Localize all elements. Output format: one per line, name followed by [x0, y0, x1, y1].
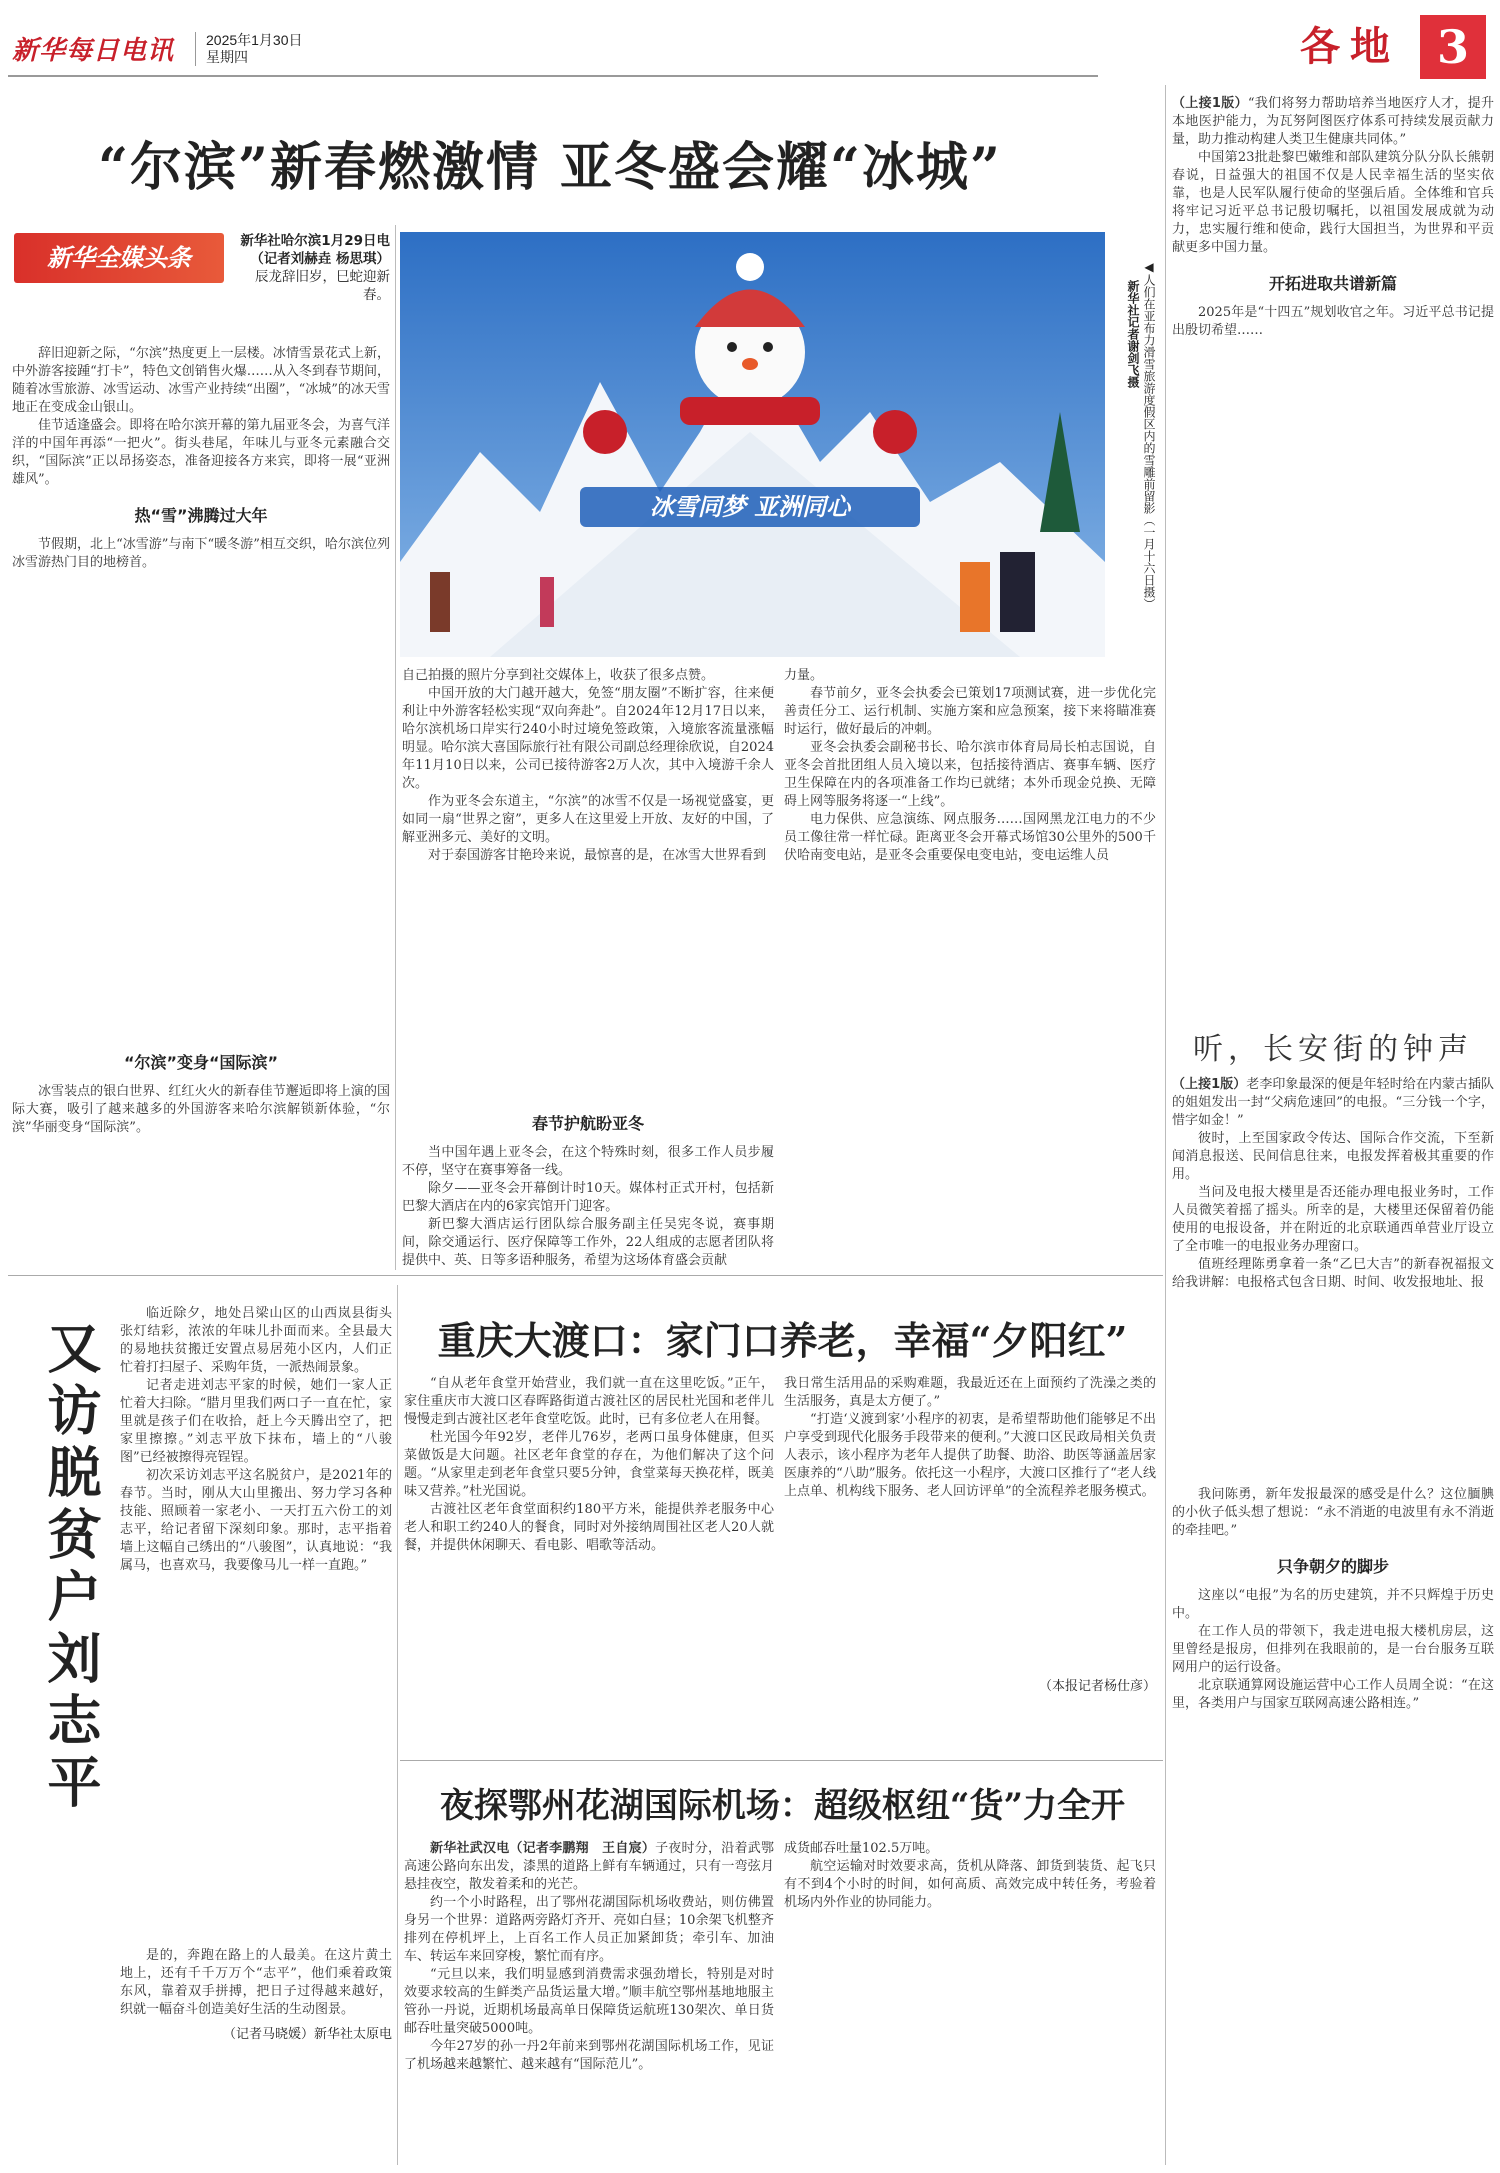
continued-label: （上接1版） — [1172, 96, 1248, 111]
paragraph: 春节前夕，亚冬会执委会已策划17项测试赛，进一步优化完善责任分工、运行机制、实施方案和应急预案，接下来将瞄准赛时运行，做好最后的冲刺。 — [784, 686, 1156, 737]
ezhou-headline: 夜探鄂州花湖国际机场：超级枢纽“货”力全开 — [439, 1786, 1126, 1826]
subheading: 只争朝夕的脚步 — [1276, 1557, 1389, 1576]
paragraph: 这座以“电报”为名的历史建筑，并不只辉煌于历史中。 — [1172, 1588, 1494, 1621]
paragraph: 我问陈勇，新年发报最深的感受是什么？这位腼腆的小伙子低头想了想说：“永不消逝的电波里有永不消逝的牵挂吧。” — [1172, 1487, 1494, 1538]
paragraph: 今年27岁的孙一丹2年前来到鄂州花湖国际机场工作，见证了机场越来越繁忙、越来越有“国际范儿”。 — [404, 2039, 774, 2072]
lead-middle-column — [402, 667, 774, 1267]
section-divider — [8, 1275, 1163, 1276]
dateline-source: 新华社武汉电（记者李鹏翔 王自宸） — [430, 1841, 656, 1856]
dateline-source: 新华社哈尔滨1月29日电（记者刘赫垚 杨思琪） — [240, 233, 390, 267]
paragraph: 航空运输对时效要求高，货机从降落、卸货到装货、起飞只有不到4个小时的时间，如何高质、高效完成中转任务，考验着机场内外作业的协同能力。 — [784, 1859, 1156, 1910]
subheading: 热“雪”沸腾过大年 — [134, 506, 268, 525]
paragraph: 力量。 — [784, 668, 824, 683]
chongqing-left-column — [404, 1375, 774, 1755]
paragraph: 亚冬会执委会副秘书长、哈尔滨市体育局局长柏志国说，自亚冬会首批团组人员入境以来，包括接待酒店、赛事车辆、医疗卫生保障在内的各项准备工作均已就绪；本外币现金兑换、无障碍上网等服务将逐一“上线”。 — [784, 740, 1156, 809]
paragraph: 在工作人员的带领下，我走进电报大楼机房层，这里曾经是报房，但排列在我眼前的，是一台台服务互联网用户的运行设备。 — [1172, 1624, 1494, 1675]
paragraph: 老李印象最深的便是年轻时给在内蒙古插队的姐姐发出一封“父病危速回”的电报。“三分钱一个字，惜字如金！” — [1172, 1077, 1494, 1128]
chongqing-headline: 重庆大渡口：家门口养老，幸福“夕阳红” — [437, 1318, 1128, 1363]
telegraph-headline: 听，长安街的钟声 — [1193, 1032, 1473, 1067]
chongqing-right-column — [784, 1375, 1156, 1755]
paragraph: 冰雪装点的银白世界、红红火火的新春佳节邂逅即将上演的国际大赛，吸引了越来越多的外国游客来哈尔滨解锁新体验，“尔滨”华丽变身“国际滨”。 — [12, 1084, 390, 1135]
paragraph: 子夜时分，沿着武鄂高速公路向东出发，漆黑的道路上鲜有车辆通过，只有一弯弦月悬挂夜空，散发着柔和的光芒。 — [404, 1841, 774, 1892]
paragraph: 自己拍摄的照片分享到社交媒体上，收获了很多点赞。 — [402, 668, 715, 683]
paragraph: 初次采访刘志平这名脱贫户，是2021年的春节。当时，刚从大山里搬出、努力学习各种技能、照顾着一家老小、一天打五六份工的刘志平，给记者留下深刻印象。那时，志平指着墙上这幅自己绣出的“八骏图”，认真地说：“我属马，也喜欢马，我要像马儿一样一直跑。” — [120, 1468, 392, 1573]
date-text: 2025年1月30日 — [206, 32, 303, 48]
paragraph: 是的，奔跑在路上的人最美。在这片黄土地上，还有千千万万个“志平”，他们乘着政策东风，靠着双手拼搏，把日子过得越来越好，织就一幅奋斗创造美好生活的生动图景。 — [120, 1948, 392, 2017]
paragraph: 北京联通算网设施运营中心工作人员周全说：“在这里，各类用户与国家互联网高速公路相连。” — [1172, 1678, 1494, 1711]
photo-banner-text: 冰雪同梦 亚洲同心 — [649, 492, 851, 521]
lead-left-column — [12, 345, 390, 1270]
paragraph: 对于泰国游客甘艳玲来说，最惊喜的是，在冰雪大世界看到 — [428, 848, 767, 863]
issue-date — [195, 32, 303, 66]
masthead-rule — [8, 75, 1098, 77]
paragraph: 彼时，上至国家政令传达、国际合作交流，下至新闻消息报送、民间信息往来，电报发挥着极其重要的作用。 — [1172, 1131, 1494, 1182]
paragraph: 当问及电报大楼里是否还能办理电报业务时，工作人员微笑着摇了摇头。所幸的是，大楼里还保留着仍能使用的电报设备，并在附近的北京联通西单营业厅设立了全市唯一的电报业务办理窗口。 — [1172, 1185, 1494, 1254]
paragraph: 杜光国今年92岁，老伴儿76岁，老两口虽身体健康，但买菜做饭是大问题。社区老年食堂的存在，为他们解决了这个问题。“从家里走到老年食堂只要5分钟，食堂菜每天换花样，既美味又营养。”杜光国说。 — [404, 1430, 774, 1499]
paragraph: 节假期，北上“冰雪游”与南下“暖冬游”相互交织，哈尔滨位列冰雪游热门目的地榜首。 — [12, 537, 390, 570]
paragraph: 2025年是“十四五”规划收官之年。习近平总书记提出殷切希望…… — [1172, 305, 1494, 338]
paragraph: 古渡社区老年食堂面积约180平方米，能提供养老服务中心老人和职工约240人的餐食，同时对外接纳周围社区老人20人就餐，并提供休闲聊天、看电影、唱歌等活动。 — [404, 1502, 774, 1553]
subheading: 开拓进取共谱新篇 — [1268, 274, 1397, 293]
paragraph: 除夕——亚冬会开幕倒计时10天。媒体村正式开村，包括新巴黎大酒店在内的6家宾馆开门迎客。 — [402, 1181, 774, 1214]
column-rule — [397, 1285, 398, 2165]
caption-text: ◀人们在亚布力滑雪旅游度假区内的雪雕前留影（一月十六日摄） — [1142, 260, 1156, 610]
lead-right-column — [784, 667, 1156, 1267]
ezhou-right-column — [784, 1840, 1156, 2170]
snow-sculpture-photo — [400, 232, 1105, 657]
page-number: 3 — [1420, 15, 1486, 79]
paragraph: 新巴黎大酒店运行团队综合服务副主任吴宪冬说，赛事期间，除交通运行、医疗保障等工作外，22人组成的志愿者团队将提供中、英、日等多语种服务，希望为这场体育盛会贡献 — [402, 1217, 774, 1267]
byline: （本报记者杨仕彦） — [1038, 1679, 1156, 1694]
paragraph: 约一个小时路程，出了鄂州花湖国际机场收费站，则仿佛置身另一个世界：道路两旁路灯齐开、亮如白昼；10余架飞机整齐排列在停机坪上，上百名工作人员正加紧卸货；牵引车、加油车、转运车来回穿梭，繁忙而有序。 — [404, 1895, 774, 1964]
paragraph: 我日常生活用品的采购难题，我最近还在上面预约了洗澡之类的生活服务，真是太方便了。” — [784, 1376, 1156, 1409]
paragraph: 作为亚冬会东道主，“尔滨”的冰雪不仅是一场视觉盛宴，更如同一扇“世界之窗”，更多人在这里爱上开放、友好的中国，了解亚洲多元、美好的文明。 — [402, 794, 774, 845]
lead-headline: “尔滨”新春燃激情 亚冬盛会耀“冰城” — [98, 137, 1002, 198]
paragraph: “自从老年食堂开始营业，我们就一直在这里吃饭。”正午，家住重庆市大渡口区春晖路街道古渡社区的居民杜光国和老伴儿慢慢走到古渡社区老年食堂吃饭。此时，已有多位老人在用餐。 — [404, 1376, 774, 1427]
photo-credit: 新华社记者谢剑飞摄 — [1126, 280, 1140, 388]
continued-label: （上接1版） — [1172, 1077, 1247, 1092]
paragraph: 成货邮吞吐量102.5万吨。 — [784, 1841, 939, 1856]
newspaper-logo: 新华每日电讯 — [12, 36, 175, 66]
section-name: 各地 — [1300, 23, 1400, 70]
paragraph: 记者走进刘志平家的时候，她们一家人正忙着大扫除。“腊月里我们两口子一直在忙，家里就是孩子们在收拾，赶上今天腾出空了，把家里擦擦。”刘志平放下抹布，墙上的“八骏图”已经被擦得亮锃锃。 — [120, 1378, 392, 1465]
paragraph: “我们将努力帮助培养当地医疗人才，提升本地医护能力，为瓦努阿图医疗体系可持续发展贡献力量，助力推动构建人类卫生健康共同体。” — [1172, 96, 1494, 147]
xinhua-headline-badge: 新华全媒头条 — [14, 233, 224, 283]
subheading: “尔滨”变身“国际滨” — [123, 1053, 279, 1072]
paragraph: 当中国年遇上亚冬会，在这个特殊时刻，很多工作人员步履不停，坚守在赛事筹备一线。 — [402, 1145, 774, 1178]
liuzhiping-article — [120, 1305, 392, 2165]
weekday-text: 星期四 — [206, 49, 248, 65]
paragraph: 值班经理陈勇拿着一条“乙巳大吉”的新春祝福报文给我讲解：电报格式包含日期、时间、收发报地址、报 — [1172, 1257, 1494, 1290]
paragraph: “元旦以来，我们明显感到消费需求强劲增长，特别是对时效要求较高的生鲜类产品货运量大增。”顺丰航空鄂州基地地服主管孙一丹说，近期机场最高单日保障货运航班130架次、单日货邮吞吐量突破5000吨。 — [404, 1967, 774, 2036]
liuzhiping-headline: 又访脱贫户刘志平 — [39, 1320, 103, 1816]
photo-caption — [1117, 260, 1157, 680]
column-rule — [1165, 85, 1166, 2165]
ezhou-left-column — [404, 1840, 774, 2170]
paragraph: 辞旧迎新之际，“尔滨”热度更上一层楼。冰情雪景花式上新，中外游客接踵“打卡”，特色文创销售火爆……从入冬到春节期间，随着冰雪旅游、冰雪运动、冰雪产业持续“出圈”，“冰城”的冰天雪地正在变成金山银山。 — [12, 346, 390, 415]
paragraph: 电力保供、应急演练、网点服务……国网黑龙江电力的不少员工像往常一样忙碌。距离亚冬会开幕式场馆30公里外的500千伏哈南变电站，是亚冬会重要保电变电站，变电运维人员 — [784, 812, 1156, 863]
paragraph: “打造‘义渡到家’小程序的初衷，是希望帮助他们能够足不出户享受到现代化服务手段带来的便利。”大渡口区民政局相关负责人表示，该小程序为老年人提供了助餐、助浴、助医等涵盖居家医康养的“八助”服务。依托这一小程序，大渡口区推行了“老人线上点单、机构线下服务、老人回访评单”的全流程养老服务模式。 — [784, 1412, 1156, 1499]
right-column — [1172, 95, 1494, 2165]
paragraph: 临近除夕，地处吕梁山区的山西岚县街头张灯结彩，浓浓的年味儿扑面而来。全县最大的易地扶贫搬迁安置点易居苑小区内，人们正忙着打扫屋子、采购年货，一派热闹景象。 — [120, 1306, 392, 1375]
column-rule — [395, 225, 396, 1270]
section-divider — [400, 1760, 1163, 1761]
paragraph: 中国开放的大门越开越大，免签“朋友圈”不断扩容，往来便利让中外游客轻松实现“双向奔赴”。自2024年12月17日以来，哈尔滨机场口岸实行240小时过境免签政策，入境旅客流量涨幅明显。哈尔滨大喜国际旅行社有限公司副总经理徐欣说，自2024年11月10日以来，公司已接待游客2万人次，其中入境游千余人次。 — [402, 686, 774, 791]
paragraph: 佳节适逢盛会。即将在哈尔滨开幕的第九届亚冬会，为喜气洋洋的中国年再添“一把火”。街头巷尾，年味儿与亚冬元素融合交织，“国际滨”正以昂扬姿态，准备迎接各方来宾，即将一展“亚洲雄风”。 — [12, 418, 390, 487]
paragraph: 中国第23批赴黎巴嫩维和部队建筑分队分队长熊朝春说，日益强大的祖国不仅是人民幸福生活的坚实依靠，也是人民军队履行使命的坚强后盾。全体维和官兵将牢记习近平总书记殷切嘱托，以祖国发展成就为动力，忠实履行维和使命，践行大国担当，为世界和平贡献更多中国力量。 — [1172, 150, 1494, 255]
byline: （记者马晓媛）新华社太原电 — [222, 2027, 392, 2042]
dateline-text: 辰龙辞旧岁，巳蛇迎新春。 — [255, 269, 390, 303]
subheading: 春节护航盼亚冬 — [531, 1114, 644, 1133]
lead-dateline — [240, 232, 390, 304]
